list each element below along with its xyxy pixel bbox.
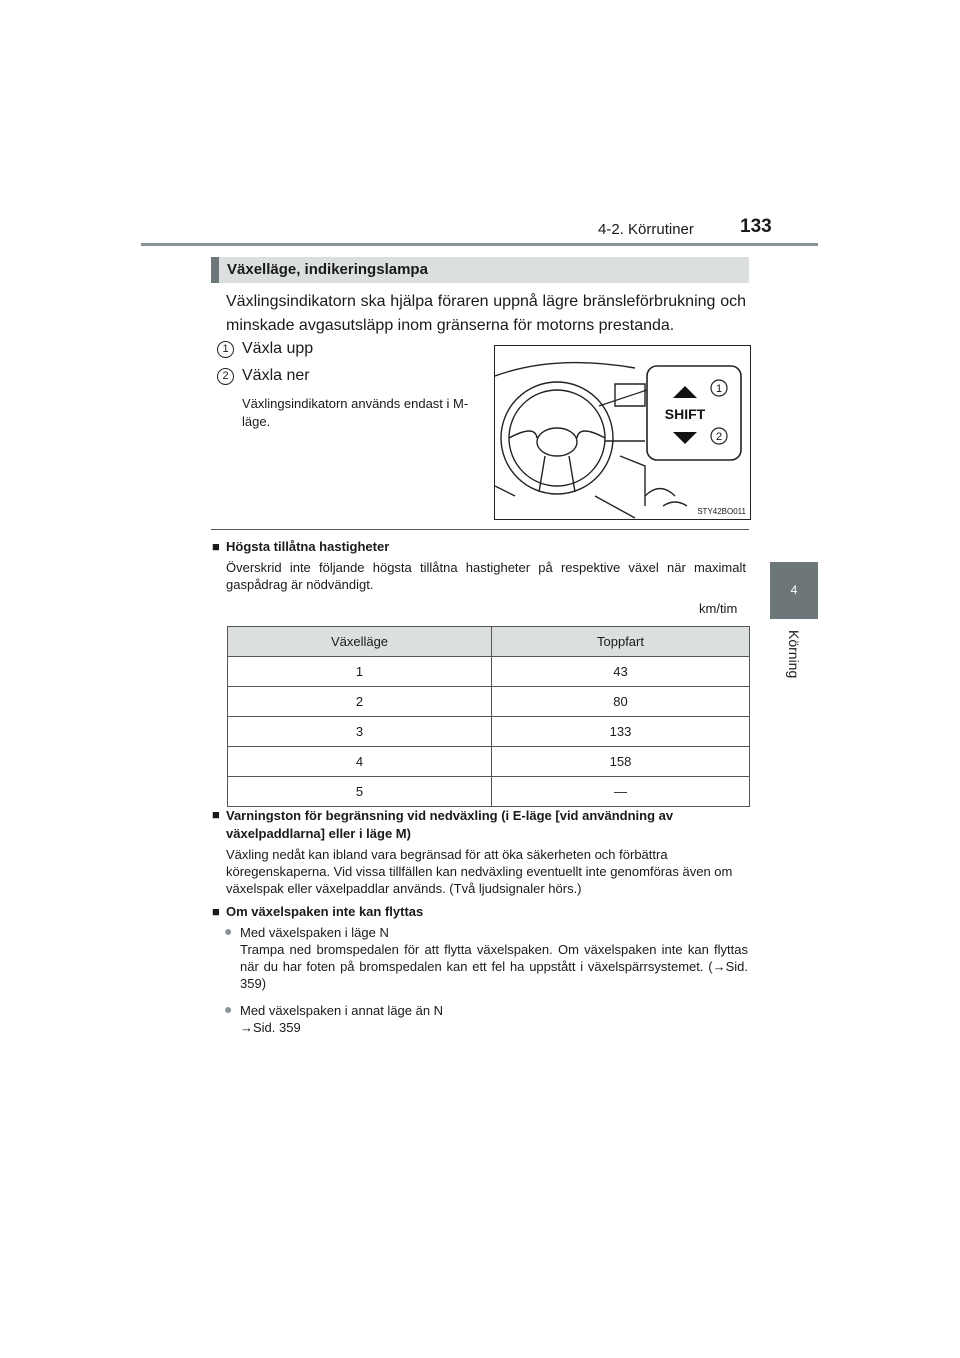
item-label-2: Växla ner [242,367,310,384]
speed-text: Överskrid inte följande högsta tillåtna hastigheter på respektive växel när maximalt gaspådrag är nödvändigt. [226,560,746,592]
shift-label: SHIFT [664,406,706,422]
speed-heading: Högsta tillåtna hastigheter [226,539,390,554]
square-bullet: ■ [212,904,220,919]
table-header-gear: Växelläge [228,627,492,657]
table-cell: 80 [492,687,750,717]
header-rule [141,243,818,246]
table-cell: 133 [492,717,750,747]
figure-code: STY42BO011 [697,507,746,516]
table-row [228,747,750,777]
section-label: 4-2. Körrutiner [598,221,694,238]
table-cell: 1 [228,657,492,687]
note-text: Växlingsindikatorn används endast i M-läge. [242,396,469,429]
shift-indicator-figure [494,345,751,520]
table-cell: 3 [228,717,492,747]
page-number: 133 [740,216,772,237]
section-title-accent [211,257,219,283]
speed-unit: km/tim [699,601,738,616]
table-cell: 43 [492,657,750,687]
table-row [228,687,750,717]
dot-bullet: ● [224,1001,233,1017]
item-number-2: 2 [217,368,234,385]
intro-text: Växlingsindikatorn ska hjälpa föraren uppnå lägre bränsleförbrukning och minskade avgasutsläpp inom gränserna för motorns prestanda. [226,293,746,334]
lever-bullet1-text: Trampa ned bromspedalen för att flytta växelspaken. Om växelspaken inte kan flyttas när du har foten på bromspedalen kan ett fel ha uppstått i växelspärrsystemet. (→Sid. 359) [240,942,748,991]
chapter-tab[interactable]: 4 [770,562,818,619]
table-row [228,717,750,747]
table-cell: 4 [228,747,492,777]
table-header-speed: Toppfart [492,627,750,657]
warning-heading: Varningston för begränsning vid nedväxling (i E-läge [vid användning av växelpaddlarna] eller i läge M) [226,808,674,841]
table-row [228,657,750,687]
marker-2: 2 [715,431,723,443]
warning-text: Växling nedåt kan ibland vara begränsad för att öka säkerheten och förbättra köregenskaperna. Vid vissa tillfällen kan nedväxling eventuellt inte genomföras även om växelspak eller växelpaddlar används. (Två ljudsignaler hörs.) [226,847,733,896]
dashboard-illustration [495,346,750,519]
square-bullet: ■ [212,807,220,822]
chapter-label: Körning [786,630,802,679]
table-cell: 2 [228,687,492,717]
speed-table [227,626,750,807]
table-cell: 5 [228,777,492,807]
section-title: Växelläge, indikeringslampa [227,261,428,278]
item-number-1: 1 [217,341,234,358]
square-bullet: ■ [212,539,220,554]
lever-heading: Om växelspaken inte kan flyttas [226,904,424,919]
item-label-1: Växla upp [242,340,314,357]
dot-bullet: ● [224,923,233,939]
table-cell: — [492,777,750,807]
lever-bullet2-text: →Sid. 359 [240,1020,301,1035]
table-row [228,777,750,807]
lever-bullet2-title: Med växelspaken i annat läge än N [240,1003,444,1018]
table-cell: 158 [492,747,750,777]
section-title-bar [211,257,749,283]
section-divider [211,529,749,530]
marker-1: 1 [715,383,723,395]
lever-bullet1-title: Med växelspaken i läge N [240,925,389,940]
